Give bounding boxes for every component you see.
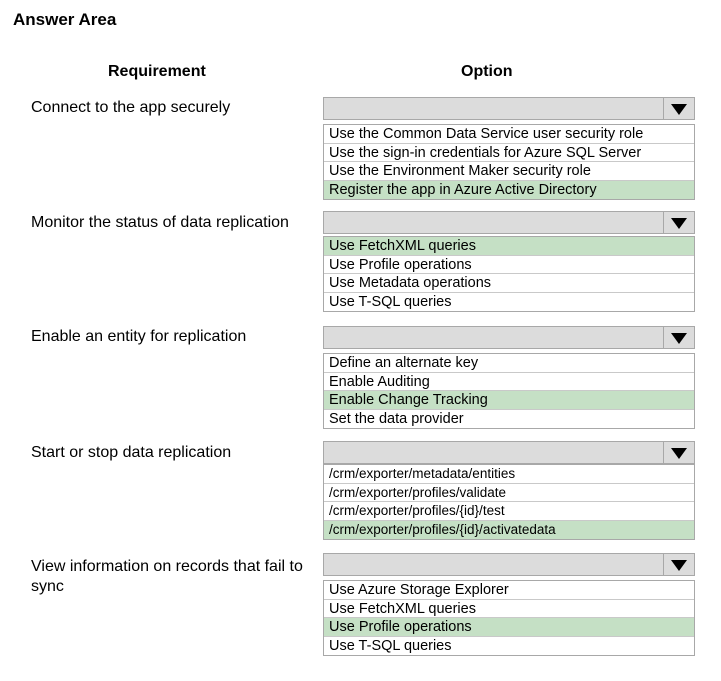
option-dropdown[interactable] — [323, 326, 695, 349]
option-item-selected[interactable]: Register the app in Azure Active Directory — [324, 181, 694, 200]
option-item[interactable]: Use the Environment Maker security role — [324, 162, 694, 181]
triangle-down-icon — [671, 218, 687, 229]
option-item[interactable]: /crm/exporter/profiles/{id}/test — [324, 502, 694, 521]
option-item[interactable]: Use the Common Data Service user security role — [324, 125, 694, 144]
requirement-label: Start or stop data replication — [31, 444, 232, 461]
option-list — [323, 124, 695, 200]
triangle-down-icon — [671, 333, 687, 344]
dropdown-button[interactable] — [663, 98, 694, 119]
option-list — [323, 236, 695, 312]
option-dropdown[interactable] — [323, 97, 695, 120]
option-dropdown[interactable] — [323, 441, 695, 464]
option-item[interactable]: /crm/exporter/profiles/validate — [324, 484, 694, 503]
dropdown-button[interactable] — [663, 327, 694, 348]
option-dropdown[interactable] — [323, 553, 695, 576]
triangle-down-icon — [671, 104, 687, 115]
option-list — [323, 353, 695, 429]
option-dropdown[interactable] — [323, 211, 695, 234]
option-item[interactable]: Use Metadata operations — [324, 274, 694, 293]
option-item[interactable]: Use T-SQL queries — [329, 637, 452, 654]
option-item[interactable]: Use T-SQL queries — [329, 293, 452, 310]
option-header: Option — [461, 63, 513, 80]
option-item[interactable]: Enable Auditing — [324, 373, 694, 392]
option-item-selected[interactable]: Use Profile operations — [324, 618, 694, 637]
option-list — [323, 580, 695, 656]
option-list — [323, 464, 695, 540]
option-item[interactable]: Use the sign-in credentials for Azure SQL Server — [324, 144, 694, 163]
requirement-label: Connect to the app securely — [31, 99, 231, 116]
dropdown-button[interactable] — [663, 442, 694, 463]
option-item-selected[interactable]: Use FetchXML queries — [324, 237, 694, 256]
option-item[interactable]: Define an alternate key — [324, 354, 694, 373]
dropdown-button[interactable] — [663, 554, 694, 575]
dropdown-button[interactable] — [663, 212, 694, 233]
option-item[interactable]: /crm/exporter/metadata/entities — [324, 465, 694, 484]
triangle-down-icon — [671, 560, 687, 571]
triangle-down-icon — [671, 448, 687, 459]
requirement-label: Enable an entity for replication — [31, 328, 247, 345]
option-item[interactable]: Use Profile operations — [324, 256, 694, 275]
option-item[interactable]: Use Azure Storage Explorer — [324, 581, 694, 600]
option-item-selected[interactable]: /crm/exporter/profiles/{id}/activatedata — [324, 521, 694, 540]
requirement-header: Requirement — [108, 63, 206, 80]
requirement-label: Monitor the status of data replication — [31, 214, 289, 231]
answer-area-title: Answer Area — [13, 10, 117, 29]
requirement-label: View information on records that fail to sync — [31, 558, 303, 595]
option-item[interactable]: Set the data provider — [329, 410, 464, 427]
option-item[interactable]: Use FetchXML queries — [324, 600, 694, 619]
option-item-selected[interactable]: Enable Change Tracking — [324, 391, 694, 410]
